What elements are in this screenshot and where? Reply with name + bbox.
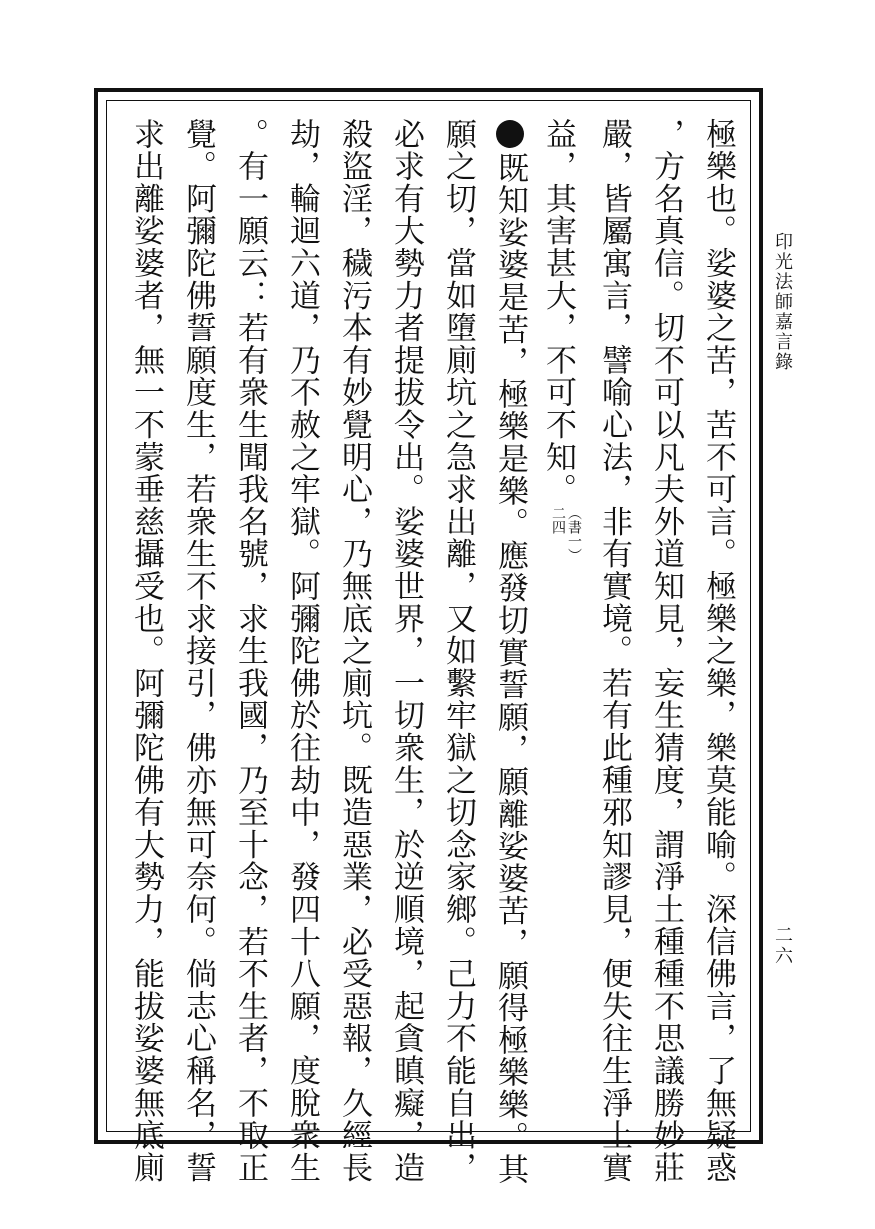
- source-annotation-line-2: 二四: [550, 505, 566, 534]
- column-5-text: 既知娑婆是苦，極樂是樂。應發切實誓願，願離娑婆苦，願得極樂樂。其: [492, 152, 528, 1186]
- text-column-11: 覺。阿彌陀佛誓願度生，若衆生不求接引，佛亦無可奈何。倘志心稱名，誓: [180, 118, 216, 1184]
- text-column-3: 嚴，皆屬寓言，譬喻心法，非有實境。若有此種邪知謬見，便失往生淨土實: [596, 118, 632, 1184]
- text-column-2: ，方名真信。切不可以凡夫外道知見，妄生猜度，謂淨土種種不思議勝妙莊: [648, 118, 684, 1184]
- column-4-text: 益，其害甚大，不可不知。: [540, 118, 576, 506]
- text-column-8: 殺盜淫，穢污本有妙覺明心，乃無底之廁坑。既造惡業，必受惡報，久經長: [336, 118, 372, 1184]
- source-annotation: [550, 506, 582, 562]
- source-annotation-line-1: （書一）: [566, 505, 582, 562]
- text-column-5: [490, 118, 530, 1186]
- text-column-4: [542, 118, 582, 562]
- text-column-12: 求出離娑婆者，無一不蒙垂慈攝受也。阿彌陀佛有大勢力，能拔娑婆無底廁: [128, 118, 164, 1184]
- text-column-10: 。有一願云：若有衆生聞我名號，求生我國，乃至十念，若不生者，不取正: [232, 118, 268, 1184]
- text-column-6: 願之切，當如墮廁坑之急求出離，又如繫牢獄之切念家鄉。己力不能自出，: [440, 118, 476, 1184]
- page-number: 二六: [772, 925, 793, 967]
- text-column-9: 劫，輪迴六道，乃不赦之牢獄。阿彌陀佛於往劫中，發四十八願，度脫衆生: [284, 118, 320, 1184]
- text-column-7: 必求有大勢力者提拔令出。娑婆世界，一切衆生，於逆順境，起貪瞋癡，造: [388, 118, 424, 1184]
- section-bullet-icon: [496, 120, 524, 148]
- text-column-1: 極樂也。娑婆之苦，苦不可言。極樂之樂，樂莫能喻。深信佛言，了無疑惑: [700, 118, 736, 1184]
- running-title: 印光法師嘉言錄: [772, 232, 793, 372]
